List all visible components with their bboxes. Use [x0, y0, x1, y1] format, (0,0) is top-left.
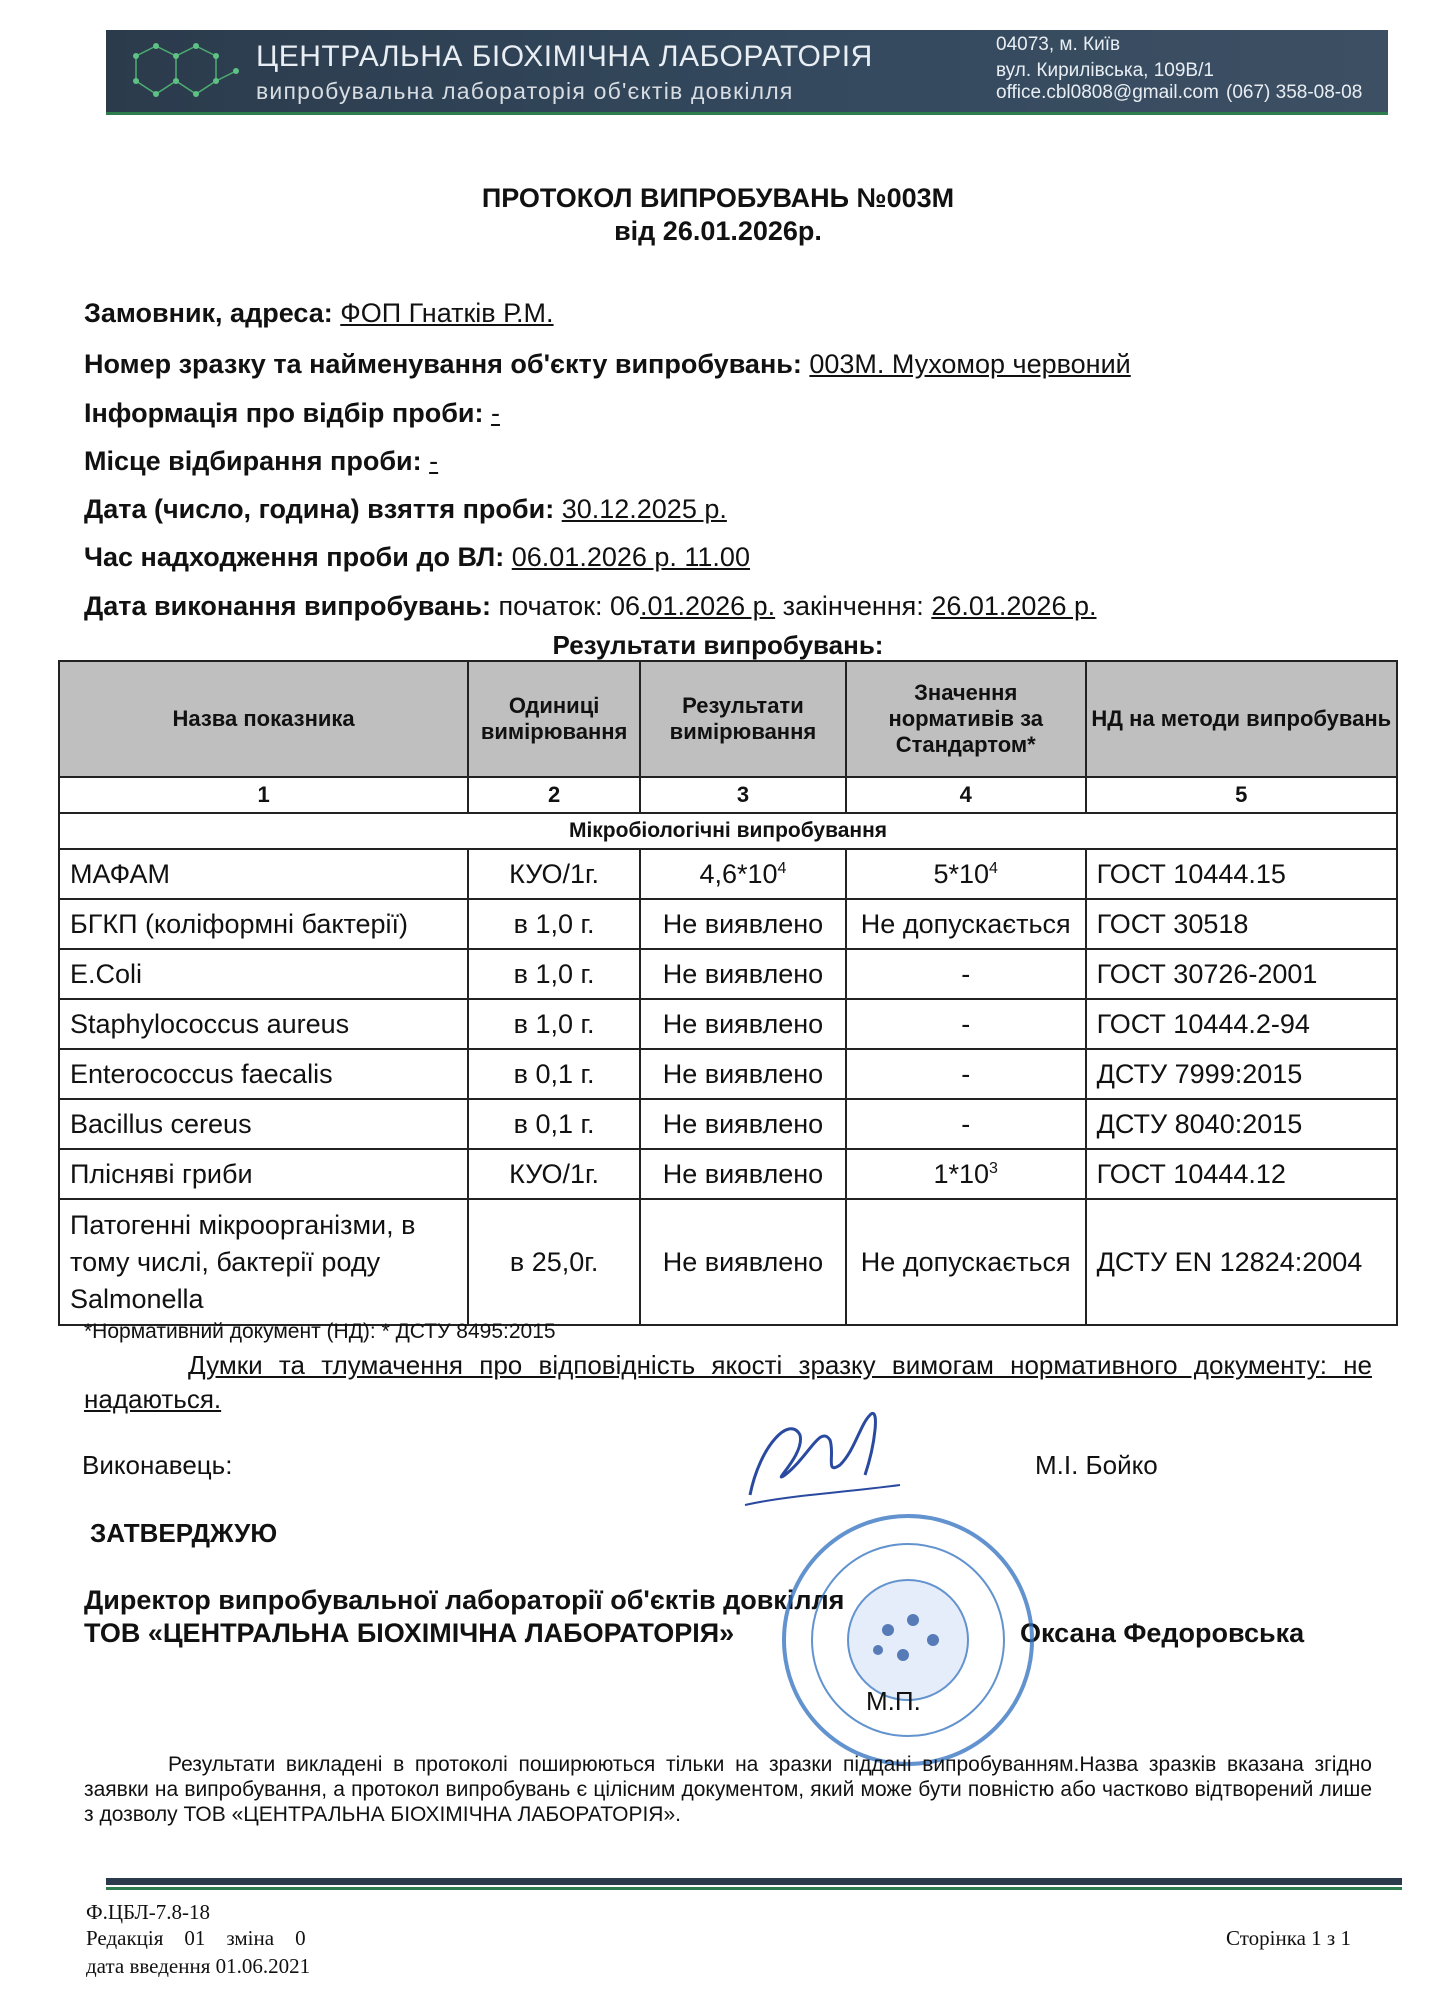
director-title-line2: ТОВ «ЦЕНТРАЛЬНА БІОХІМІЧНА ЛАБОРАТОРІЯ» [84, 1618, 735, 1648]
director-name: Оксана Федоровська [1020, 1618, 1305, 1648]
norm-cell: $5*10^4$ [846, 849, 1086, 899]
table-row [59, 899, 1397, 949]
result-cell: Не виявлено [640, 1099, 846, 1149]
mp-label: М.П. [866, 1686, 921, 1716]
address-line-1: 04073, м. Київ [996, 34, 1121, 55]
sampling-date-label: Дата (число, година) взяття проби: [84, 494, 555, 524]
molecule-logo-icon [126, 36, 246, 106]
result-cell: Не виявлено [640, 1049, 846, 1099]
testing-start-value: .01.2026 р. [640, 591, 776, 621]
results-table [58, 660, 1398, 1326]
indicator-name: БГКП (коліформні бактерії) [59, 899, 468, 949]
executor-name: М.І. Бойко [1035, 1450, 1158, 1480]
method-cell: ГОСТ 30726-2001 [1086, 949, 1397, 999]
column-header: НД на методи випробувань [1086, 661, 1397, 777]
unit-cell: в 25,0г. [468, 1199, 640, 1325]
column-number: 5 [1086, 777, 1397, 813]
sampling-date-value: 30.12.2025 р. [561, 494, 727, 524]
results-heading: Результати випробувань: [552, 630, 884, 660]
lab-phone: (067) 358-08-08 [1226, 82, 1363, 103]
method-cell: ГОСТ 10444.2-94 [1086, 999, 1397, 1049]
unit-cell: в 1,0 г. [468, 899, 640, 949]
form-code: Ф.ЦБЛ-7.8-18 [86, 1900, 211, 1924]
column-number: 3 [640, 777, 846, 813]
testing-label: Дата виконання випробувань: [84, 591, 492, 621]
method-cell: ДСТУ 7999:2015 [1086, 1049, 1397, 1099]
unit-cell: КУО/1г. [468, 1149, 640, 1199]
indicator-name: Enterococcus faecalis [59, 1049, 468, 1099]
result-cell: $4,6*10^4$ [640, 849, 846, 899]
arrival-value: 06.01.2026 р. 11.00 [511, 542, 750, 572]
column-header: Результати вимірювання [640, 661, 846, 777]
table-row [59, 1149, 1397, 1199]
sampling-date-row [84, 494, 727, 525]
method-cell: ДСТУ EN 12824:2004 [1086, 1199, 1397, 1325]
unit-cell: в 0,1 г. [468, 1099, 640, 1149]
column-number: 1 [59, 777, 468, 813]
result-cell: Не виявлено [640, 999, 846, 1049]
table-row [59, 999, 1397, 1049]
indicator-name: Staphylococcus aureus [59, 999, 468, 1049]
protocol-title: ПРОТОКОЛ ВИПРОБУВАНЬ №003М [481, 183, 955, 213]
norm-cell: - [846, 949, 1086, 999]
unit-cell: в 1,0 г. [468, 999, 640, 1049]
indicator-name: Плісняві гриби [59, 1149, 468, 1199]
column-number: 2 [468, 777, 640, 813]
signature-icon [730, 1385, 910, 1525]
header-banner [106, 30, 1388, 115]
table-row [59, 1099, 1397, 1149]
disclaimer-text: Результати викладені в протоколі поширюються тільки на зразки піддані випробуванням.Назва зразків вказана згідно заявки на випробування, а протокол випробувань є цілісним документом, який може бути повністю або частково відтворений лише з дозволу ТОВ «ЦЕНТРАЛЬНА БІОХІМІЧНА ЛАБОРАТОРІЯ». [84, 1753, 1372, 1826]
norm-cell: Не допускається [846, 1199, 1086, 1325]
norm-cell: - [846, 1099, 1086, 1149]
sampling-info-label: Інформація про відбір проби: [84, 398, 484, 428]
customer-row [84, 298, 554, 329]
section-row [59, 813, 1397, 849]
testing-end-label: закінчення: [782, 591, 924, 621]
norm-cell: - [846, 999, 1086, 1049]
table-row [59, 949, 1397, 999]
opinion-text: Думки та тлумачення про відповідність якості зразку вимогам нормативного документу: не надаються. [84, 1350, 1372, 1414]
indicator-name: МАФАМ [59, 849, 468, 899]
result-cell: Не виявлено [640, 1149, 846, 1199]
column-header: Одиниці вимірювання [468, 661, 640, 777]
sample-label: Номер зразку та найменування об'єкту випробувань: [84, 349, 802, 379]
lab-seal-icon [778, 1510, 1038, 1770]
footer-divider-accent [106, 1887, 1402, 1890]
lab-name: ЦЕНТРАЛЬНА БІОХІМІЧНА ЛАБОРАТОРІЯ [256, 40, 873, 73]
table-row [59, 849, 1397, 899]
indicator-name: E.Coli [59, 949, 468, 999]
arrival-row [84, 542, 750, 573]
edition-info: Редакція 01 зміна 0 [86, 1926, 306, 1950]
sampling-place-value: - [429, 446, 439, 476]
address-line-2: вул. Кирилівська, 109В/1 [996, 60, 1214, 81]
customer-value: ФОП Гнатків Р.М. [340, 298, 554, 328]
indicator-name: Патогенні мікроорганізми, в тому числі, бактерії роду Salmonella [59, 1199, 468, 1325]
page-number: Сторінка 1 з 1 [1226, 1926, 1351, 1950]
testing-start-label: початок: 06 [498, 591, 641, 621]
sampling-info-value: - [490, 398, 500, 428]
protocol-date: від 26.01.2026р. [614, 216, 822, 246]
table-row [59, 1199, 1397, 1325]
unit-cell: в 0,1 г. [468, 1049, 640, 1099]
sample-value: 003М. Мухомор червоний [809, 349, 1131, 379]
column-header: Назва показника [59, 661, 468, 777]
method-cell: ГОСТ 10444.15 [1086, 849, 1397, 899]
section-title: Мікробіологічні випробування [59, 813, 1397, 849]
sampling-place-label: Місце відбирання проби: [84, 446, 422, 476]
norm-cell: - [846, 1049, 1086, 1099]
sampling-place-row [84, 446, 438, 477]
result-cell: Не виявлено [640, 1199, 846, 1325]
executor-label: Виконавець: [82, 1450, 233, 1480]
unit-cell: КУО/1г. [468, 849, 640, 899]
method-cell: ГОСТ 30518 [1086, 899, 1397, 949]
customer-label: Замовник, адреса: [84, 298, 333, 328]
testing-end-value: 26.01.2026 р. [931, 591, 1097, 621]
table-row [59, 1049, 1397, 1099]
sample-row [84, 349, 1131, 380]
approve-label: ЗАТВЕРДЖУЮ [90, 1518, 278, 1548]
lab-subtitle: випробувальна лабораторія об'єктів довкілля [256, 78, 794, 104]
lab-address [996, 32, 1214, 84]
table-footnote: *Нормативний документ (НД): * ДСТУ 8495:2015 [84, 1320, 556, 1343]
testing-row [84, 591, 1096, 622]
director-title-line1: Директор випробувальної лабораторії об'єктів довкілля [84, 1585, 845, 1615]
column-number: 4 [846, 777, 1086, 813]
norm-cell: $1*10^3$ [846, 1149, 1086, 1199]
result-cell: Не виявлено [640, 949, 846, 999]
table-header-row [59, 661, 1397, 777]
footer-divider [106, 1878, 1402, 1885]
method-cell: ГОСТ 10444.12 [1086, 1149, 1397, 1199]
norm-cell: Не допускається [846, 899, 1086, 949]
sampling-info-row [84, 398, 500, 429]
lab-email: office.cbl0808@gmail.com [996, 82, 1219, 103]
intro-date: дата введення 01.06.2021 [86, 1954, 311, 1978]
arrival-label: Час надходження проби до ВЛ: [84, 542, 505, 572]
column-header: Значення нормативів за Стандартом* [846, 661, 1086, 777]
column-number-row [59, 777, 1397, 813]
method-cell: ДСТУ 8040:2015 [1086, 1099, 1397, 1149]
indicator-name: Bacillus cereus [59, 1099, 468, 1149]
result-cell: Не виявлено [640, 899, 846, 949]
unit-cell: в 1,0 г. [468, 949, 640, 999]
